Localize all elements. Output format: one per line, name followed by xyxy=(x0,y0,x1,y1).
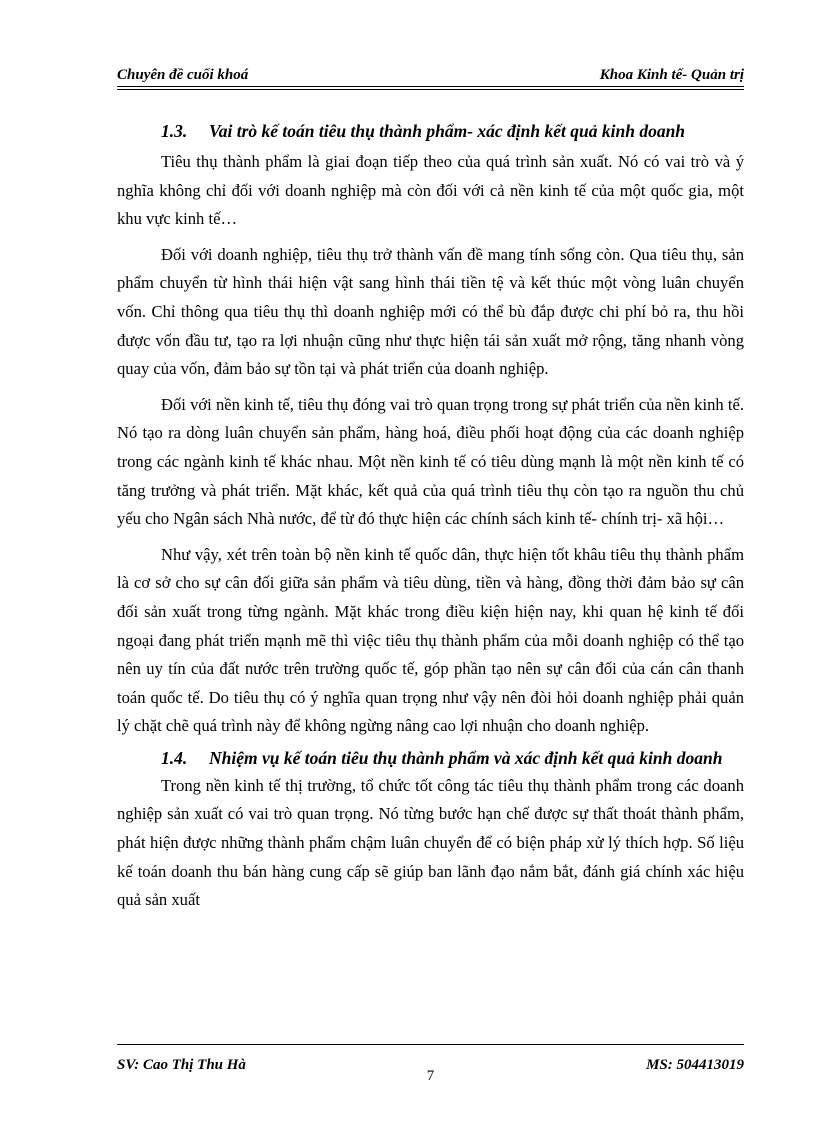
document-body xyxy=(117,118,744,922)
header-faculty: Khoa Kinh tế- Quản trị xyxy=(599,67,744,83)
paragraph: Tiêu thụ thành phẩm là giai đoạn tiếp theo của quá trình sản xuất. Nó có vai trò và ý nghĩa không chỉ đối với doanh nghiệp mà còn đối với cả nền kinh tế của một quốc gia, một khu vực kinh tế… xyxy=(117,152,744,229)
header-rule xyxy=(117,86,744,87)
footer-student-name: SV: Cao Thị Thu Hà xyxy=(117,1057,246,1073)
page-footer xyxy=(117,1044,744,1084)
section-heading-1-4 xyxy=(117,745,744,772)
section-heading-1-3 xyxy=(117,118,744,145)
paragraph: Như vậy, xét trên toàn bộ nền kinh tế quốc dân, thực hiện tốt khâu tiêu thụ thành phẩm là cơ sở cho sự cân đối giữa sản phẩm và tiêu dùng, tiền và hàng, đồng thời đảm bảo sự cân đối sản xuất trong từng ngành. Mặt khác trong điều kiện hiện nay, khi quan hệ kinh tế đối ngoại đang phát triển mạnh mẽ thì việc tiêu thụ thành phẩm của mỗi doanh nghiệp có thể tạo nên uy tín của đất nước trên trường quốc tế, góp phần tạo nên sự cân đối của cán cân thanh toán quốc tế. Do tiêu thụ có ý nghĩa quan trọng như vậy nên đòi hỏi doanh nghiệp phải quản lý chặt chẽ quá trình này để không ngừng nâng cao lợi nhuận cho doanh nghiệp. xyxy=(117,544,744,736)
page-number: 7 xyxy=(426,1068,435,1084)
page-header xyxy=(117,64,744,90)
section-title: Vai trò kế toán tiêu thụ thành phẩm- xác định kết quả kinh doanh xyxy=(209,121,686,141)
header-course-title: Chuyên đề cuối khoá xyxy=(117,67,249,83)
section-title: Nhiệm vụ kế toán tiêu thụ thành phẩm và xác định kết quả kinh doanh xyxy=(209,747,723,768)
section-number: 1.4. xyxy=(161,747,188,768)
header-rule-thin xyxy=(117,89,744,90)
footer-student-id: MS: 504413019 xyxy=(646,1057,744,1073)
paragraph: Đối với doanh nghiệp, tiêu thụ trở thành vấn đề mang tính sống còn. Qua tiêu thụ, sản phẩm chuyển từ hình thái hiện vật sang hình thái tiền tệ và kết thúc một vòng luân chuyển vốn. Chỉ thông qua tiêu thụ thì doanh nghiệp mới có thể bù đắp được chi phí bỏ ra, thu hồi được vốn đầu tư, tạo ra lợi nhuận cũng như thực hiện tái sản xuất mở rộng, tăng nhanh vòng quay của vốn, đảm bảo sự tồn tại và phát triển của doanh nghiệp. xyxy=(117,244,744,379)
section-number: 1.3. xyxy=(161,121,188,141)
paragraph: Đối với nền kinh tế, tiêu thụ đóng vai trò quan trọng trong sự phát triển của nền kinh tế. Nó tạo ra dòng luân chuyển sản phẩm, hàng hoá, điều phối hoạt động của các doanh nghiệp trong các ngành kinh tế khác nhau. Một nền kinh tế có tiêu dùng mạnh là một nền kinh tế có tăng trưởng và phát triển. Mặt khác, kết quả của quá trình tiêu thụ còn tạo ra nguồn thu chủ yếu cho Ngân sách Nhà nước, để từ đó thực hiện các chính sách kinh tế- chính trị- xã hội… xyxy=(117,394,744,529)
paragraph: Trong nền kinh tế thị trường, tổ chức tốt công tác tiêu thụ thành phẩm trong các doanh nghiệp sản xuất có vai trò quan trọng. Nó từng bước hạn chế được sự thất thoát thành phẩm, phát hiện được những thành phẩm chậm luân chuyển để có biện pháp xử lý thích hợp. Số liệu kế toán doanh thu bán hàng cung cấp sẽ giúp ban lãnh đạo nắm bắt, đánh giá chính xác hiệu quả sản xuất xyxy=(117,775,744,910)
footer-rule xyxy=(117,1044,744,1045)
